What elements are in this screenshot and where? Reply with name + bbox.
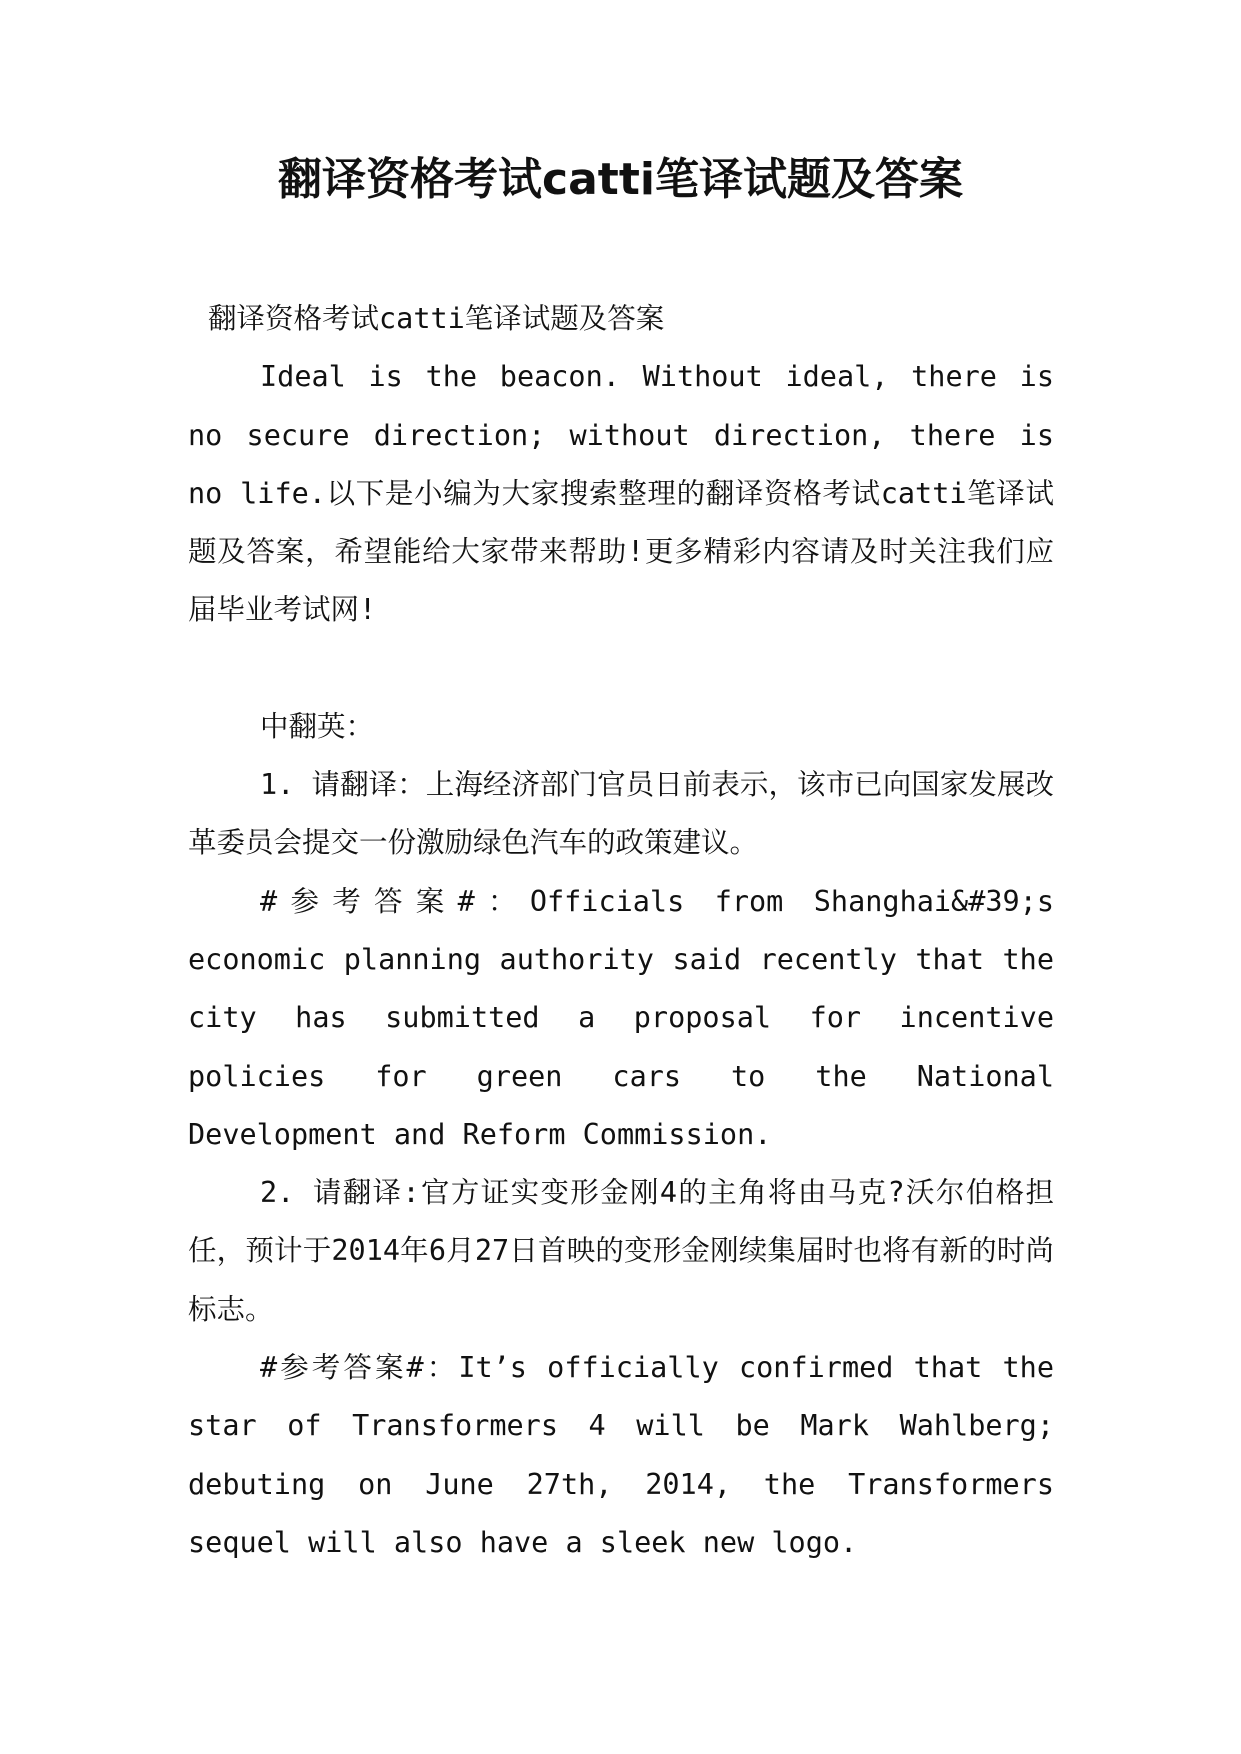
page-title: 翻译资格考试catti笔译试题及答案: [278, 154, 963, 205]
answer-2: #参考答案#：It’s officially confirmed that the star of Transformers 4 will be Mark Wahlberg; debuting on June 27th, 2014, the Transformers sequel will also have a sleek new logo.: [188, 1351, 1054, 1559]
answer-1: #参考答案#：Officials from Shanghai&#39;s economic planning authority said recently that the city has submitted a proposal for incentive policies for green cars to the National Development and Reform Commission.: [188, 884, 1054, 1151]
section-heading: 中翻英：: [260, 709, 375, 743]
intro-paragraph: Ideal is the beacon. Without ideal, there is no secure direction; without direction, there is no life.以下是小编为大家搜索整理的翻译资格考试catti笔译试题及答案，希望能给大家带来帮助!更多精彩内容请及时关注我们应届毕业考试网!: [188, 360, 1054, 627]
paragraph-spacer: [188, 640, 1054, 698]
question-1: 1. 请翻译：上海经济部门官员日前表示，该市已向国家发展改革委员会提交一份激励绿色汽车的政策建议。: [188, 768, 1054, 860]
document-body: [188, 290, 1054, 1572]
document-subtitle: 翻译资格考试catti笔译试题及答案: [208, 302, 665, 335]
question-2: 2. 请翻译:官方证实变形金刚4的主角将由马克?沃尔伯格担任，预计于2014年6月27日首映的变形金刚续集届时也将有新的时尚标志。: [188, 1176, 1054, 1326]
